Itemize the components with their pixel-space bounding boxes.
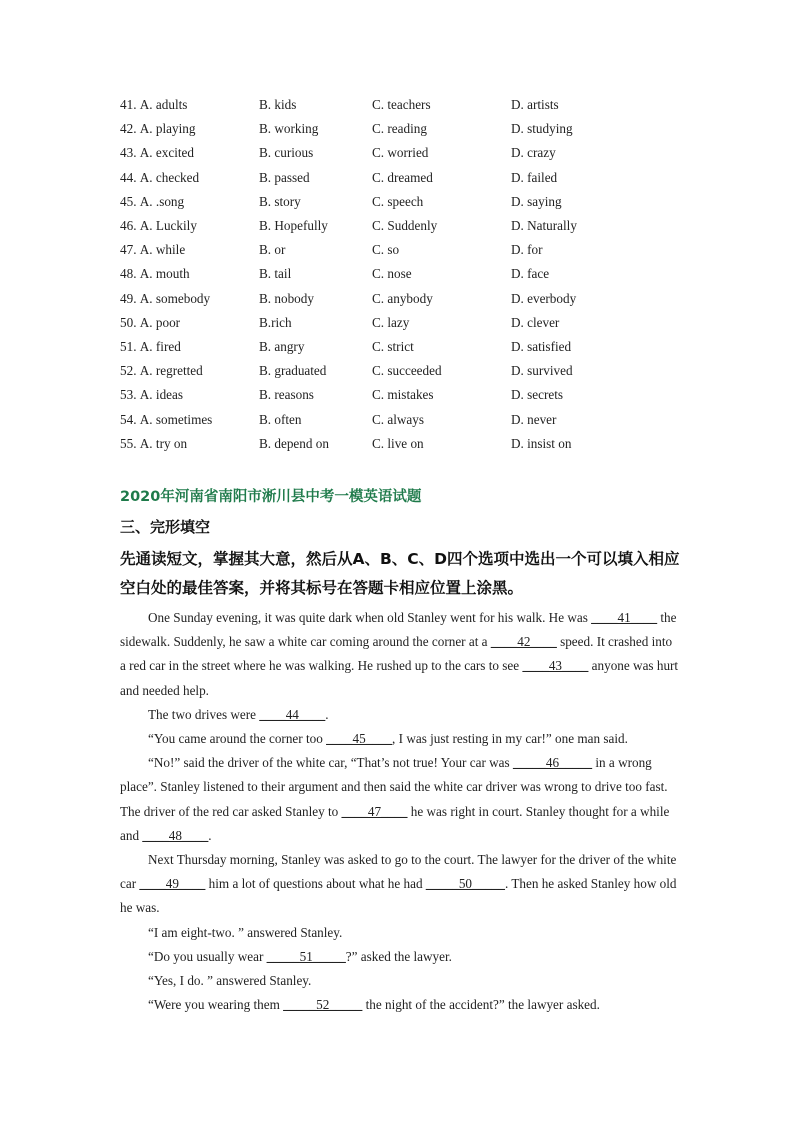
question-number: 42. <box>120 121 137 137</box>
passage-text: . <box>325 706 329 722</box>
passage-text: “Yes, I do. ” answered Stanley. <box>148 973 312 989</box>
option-d: D. for <box>511 242 543 258</box>
option-c: C. always <box>372 411 425 427</box>
passage-text: “I am eight-two. ” answered Stanley. <box>148 924 343 940</box>
option-a <box>120 121 259 137</box>
option-a-text: A. adults <box>139 97 188 113</box>
passage-text: Next Thursday morning, Stanley was asked to go to the court. The lawyer for the driver of the white car <box>120 852 677 892</box>
option-c: C. worried <box>372 145 429 161</box>
option-a-text: A. checked <box>139 169 200 185</box>
question-number: 52. <box>120 363 137 379</box>
option-a-text: A. Luckily <box>139 218 197 234</box>
option-b: B. Hopefully <box>259 218 328 234</box>
option-c: C. mistakes <box>372 387 434 403</box>
option-c: C. nose <box>372 266 412 282</box>
option-c: C. succeeded <box>372 363 442 379</box>
cloze-passage <box>120 606 680 1017</box>
passage-text: in a wrong place”. Stanley listened to their argument and then said the white car driver was wrong to drive too fast. The driver of the red car asked Stanley to <box>120 755 668 819</box>
option-b: B. angry <box>259 338 305 354</box>
option-b: B. tail <box>259 266 292 282</box>
option-a <box>120 436 259 452</box>
option-row <box>120 383 700 407</box>
option-d: D. survived <box>511 363 573 379</box>
option-row <box>120 238 700 262</box>
option-a <box>120 170 259 186</box>
source-title: 2020年河南省南阳市淅川县中考一模英语试题 <box>120 489 422 505</box>
option-a-text: A. while <box>139 242 186 258</box>
passage-paragraph <box>120 993 680 1017</box>
passage-text: The two drives were <box>148 706 260 722</box>
blank-49: ____49____ <box>139 876 206 892</box>
option-c: C. live on <box>372 435 424 451</box>
option-c: C. anybody <box>372 290 433 306</box>
option-c: C. reading <box>372 121 427 137</box>
blank-52: _____52_____ <box>283 997 363 1013</box>
question-number: 50. <box>120 314 137 330</box>
option-c: C. so <box>372 242 400 258</box>
passage-text: One Sunday evening, it was quite dark when old Stanley went for his walk. He was <box>148 610 592 625</box>
blank-45: ____45____ <box>326 731 393 747</box>
passage-text: anyone was hurt and needed help. <box>120 658 679 698</box>
option-a <box>120 218 259 234</box>
question-number: 47. <box>120 242 137 258</box>
passage-paragraph <box>120 606 680 703</box>
option-a <box>120 266 259 282</box>
option-b: B. curious <box>259 145 314 161</box>
option-row <box>120 93 700 117</box>
blank-47: ____47____ <box>341 803 408 819</box>
option-row <box>120 141 700 165</box>
passage-text: the night of the accident?” the lawyer asked. <box>362 997 600 1013</box>
option-a-text: A. somebody <box>139 290 211 306</box>
option-c: C. lazy <box>372 314 410 330</box>
passage-text: . Then he asked Stanley how old he was. <box>120 876 677 916</box>
passage-paragraph <box>120 969 680 993</box>
option-d: D. never <box>511 411 557 427</box>
blank-43: ____43____ <box>522 658 589 674</box>
blank-41: ____41____ <box>591 610 658 625</box>
option-a-text: A. .song <box>139 193 185 209</box>
passage-paragraph <box>120 945 680 969</box>
option-d: D. satisfied <box>511 338 572 354</box>
passage-paragraph <box>120 921 680 945</box>
option-row <box>120 359 700 383</box>
option-b: B. nobody <box>259 290 314 306</box>
instructions: 先通读短文，掌握其大意，然后从A、B、C、D四个选项中选出一个可以填入相应空白处的最佳答案，并将其标号在答题卡相应位置上涂黑。 <box>120 550 680 597</box>
option-row <box>120 214 700 238</box>
passage-paragraph <box>120 751 680 848</box>
option-a <box>120 315 259 331</box>
option-a <box>120 339 259 355</box>
option-row <box>120 117 700 141</box>
question-number: 48. <box>120 266 137 282</box>
passage-text: he was right in court. Stanley thought for a while and <box>120 803 670 843</box>
question-number: 54. <box>120 411 137 427</box>
option-b: B. or <box>259 242 286 258</box>
blank-50: _____50_____ <box>425 876 505 892</box>
question-number: 46. <box>120 218 137 234</box>
question-number: 45. <box>120 193 137 209</box>
option-c: C. strict <box>372 338 414 354</box>
option-d: D. artists <box>511 97 559 113</box>
option-b: B.rich <box>259 314 292 330</box>
section-heading: 三、完形填空 <box>120 518 211 536</box>
option-a <box>120 145 259 161</box>
question-number: 49. <box>120 290 137 306</box>
option-a-text: A. ideas <box>139 387 183 403</box>
option-d: D. saying <box>511 193 562 209</box>
option-a <box>120 194 259 210</box>
option-c: C. speech <box>372 193 424 209</box>
option-d: D. Naturally <box>511 218 577 234</box>
option-row <box>120 311 700 335</box>
option-b: B. working <box>259 121 319 137</box>
option-row <box>120 287 700 311</box>
blank-46: _____46_____ <box>512 755 593 771</box>
blank-48: ____48____ <box>142 827 209 843</box>
passage-text: “You came around the corner too <box>148 731 327 747</box>
option-a <box>120 363 259 379</box>
option-row <box>120 407 700 431</box>
passage-text: “Were you wearing them <box>148 997 284 1013</box>
option-row <box>120 262 700 286</box>
passage-paragraph <box>120 848 680 921</box>
blank-42: ____42____ <box>490 634 557 650</box>
passage-paragraph <box>120 727 680 751</box>
question-number: 55. <box>120 435 137 451</box>
option-row <box>120 432 700 456</box>
option-a-text: A. mouth <box>139 266 190 282</box>
passage-paragraph <box>120 703 680 727</box>
option-a-text: A. regretted <box>139 363 203 379</box>
question-number: 44. <box>120 169 137 185</box>
option-a <box>120 242 259 258</box>
option-d: D. studying <box>511 121 573 137</box>
option-a <box>120 412 259 428</box>
option-a-text: A. playing <box>139 121 196 137</box>
option-d: D. insist on <box>511 435 572 451</box>
option-b: B. passed <box>259 169 310 185</box>
option-c: C. teachers <box>372 97 431 113</box>
question-number: 51. <box>120 338 137 354</box>
option-d: D. secrets <box>511 387 563 403</box>
option-row <box>120 166 700 190</box>
option-b: B. often <box>259 411 302 427</box>
passage-text: “No!” said the driver of the white car, “That’s not true! Your car was <box>148 755 513 771</box>
passage-text: , I was just resting in my car!” one man said. <box>392 731 628 747</box>
option-a <box>120 291 259 307</box>
option-a-text: A. excited <box>139 145 194 161</box>
option-a-text: A. poor <box>139 314 181 330</box>
option-d: D. failed <box>511 169 558 185</box>
answer-options-list <box>120 93 700 456</box>
passage-text: the sidewalk. Suddenly, he saw a white car coming around the corner at a <box>120 610 677 650</box>
passage-text: . <box>208 827 212 843</box>
passage-text: speed. It crashed into a red car in the street where he was walking. He rushed up to the cars to see <box>120 634 673 674</box>
option-c: C. dreamed <box>372 169 433 185</box>
option-row <box>120 190 700 214</box>
question-number: 43. <box>120 145 137 161</box>
passage-text: “Do you usually wear <box>148 948 267 964</box>
option-d: D. crazy <box>511 145 556 161</box>
option-b: B. depend on <box>259 435 329 451</box>
option-a-text: A. sometimes <box>139 411 213 427</box>
option-b: B. story <box>259 193 301 209</box>
option-a-text: A. fired <box>139 338 181 354</box>
blank-51: _____51_____ <box>266 948 346 964</box>
option-d: D. clever <box>511 314 560 330</box>
option-d: D. everbody <box>511 290 577 306</box>
option-b: B. graduated <box>259 363 327 379</box>
option-row <box>120 335 700 359</box>
option-d: D. face <box>511 266 550 282</box>
passage-text: him a lot of questions about what he had <box>205 876 426 892</box>
option-b: B. reasons <box>259 387 314 403</box>
question-number: 53. <box>120 387 137 403</box>
passage-text: ?” asked the lawyer. <box>345 948 452 964</box>
option-b: B. kids <box>259 97 297 113</box>
option-a <box>120 97 259 113</box>
option-a-text: A. try on <box>139 435 188 451</box>
option-c: C. Suddenly <box>372 218 438 234</box>
blank-44: ____44____ <box>259 706 326 722</box>
question-number: 41. <box>120 97 137 113</box>
option-a <box>120 387 259 403</box>
